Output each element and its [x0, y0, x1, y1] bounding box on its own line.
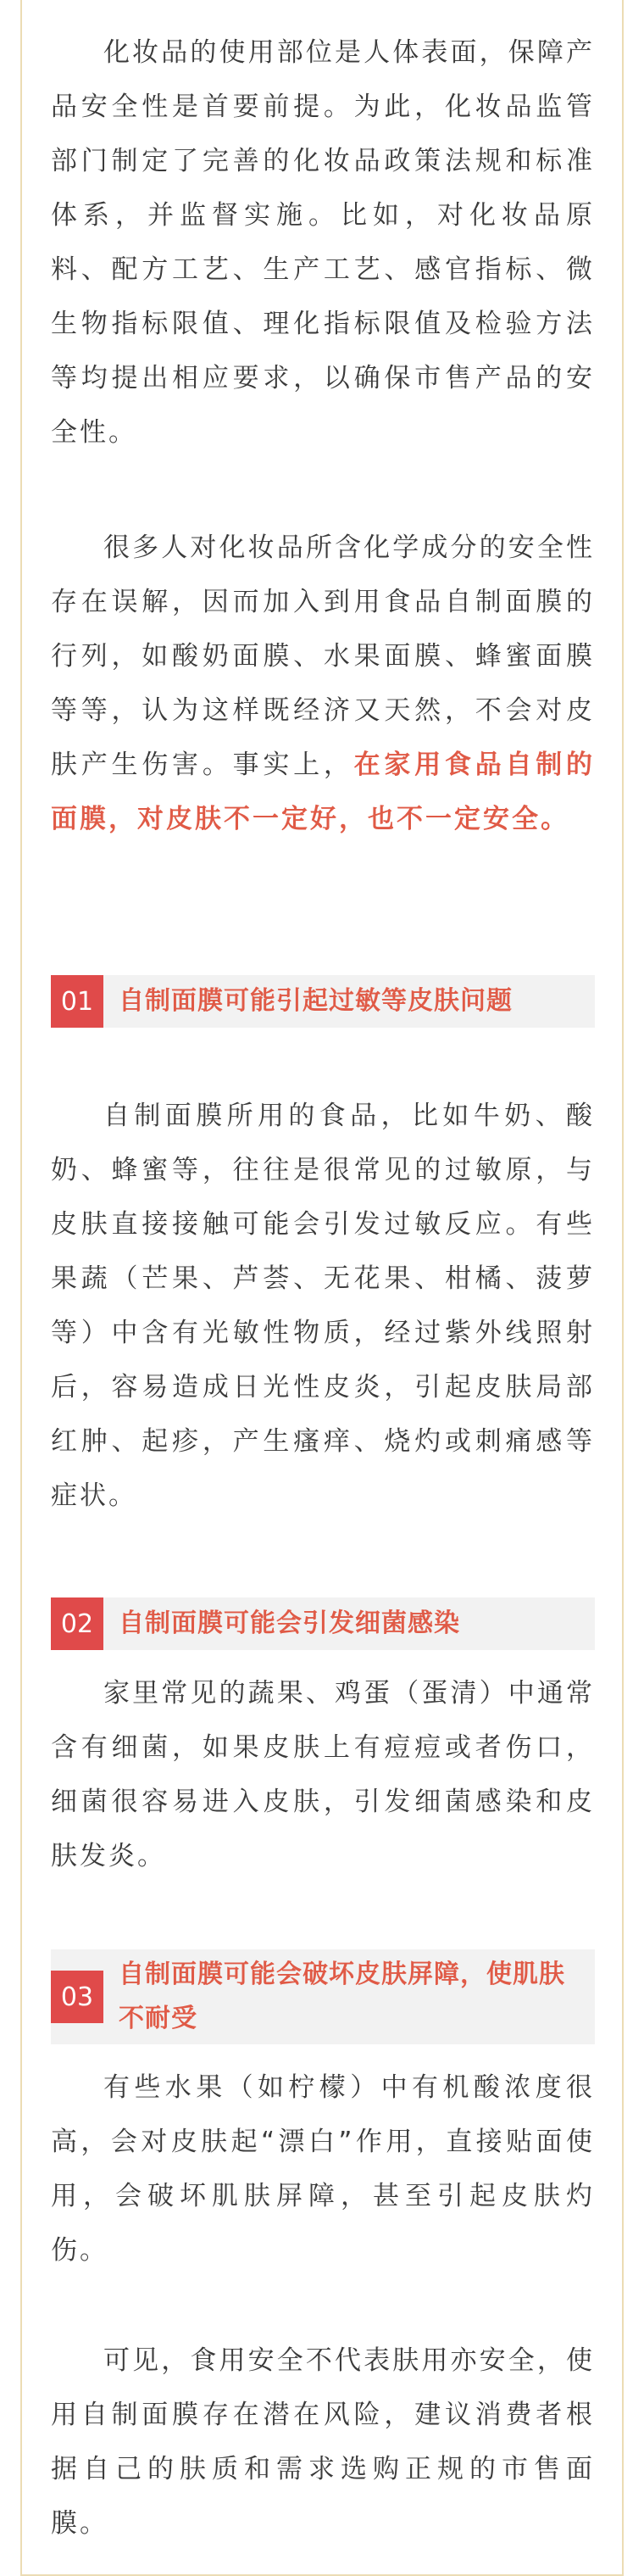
intro-text-2-plain: 很多人对化妆品所含化学成分的安全性存在误解，因而加入到用食品自制面膜的行列，如酸奶面膜、水果面膜、蜂蜜面膜等等，认为这样既经济又天然，不会对皮肤产生伤害。事实上，: [51, 532, 595, 780]
section-number-1: 01: [51, 975, 103, 1028]
section-title-1: 自制面膜可能引起过敏等皮肤问题: [119, 986, 513, 1016]
section-text-1: 自制面膜所用的食品，比如牛奶、酸奶、蜂蜜等，往往是很常见的过敏原，与皮肤直接接触可能会引发过敏反应。有些果蔬（芒果、芦荟、无花果、柑橘、菠萝等）中含有光敏性物质，经过紫外线照射后，容易造成日光性皮炎，引起皮肤局部红肿、起疹，产生瘙痒、烧灼或刺痛感等症状。: [51, 1101, 595, 1511]
section-body-1: [51, 1089, 595, 1523]
intro-text-2: [51, 521, 595, 846]
section-title-3: 自制面膜可能会破坏皮肤屏障，使肌肤不耐受: [119, 1960, 565, 2033]
section-header-3: [51, 1949, 595, 2044]
section-number-2: 02: [51, 1597, 103, 1650]
intro-paragraph-2: [51, 521, 595, 846]
section-text-3: 有些水果（如柠檬）中有机酸浓度很高，会对皮肤起“漂白”作用，直接贴面使用，会破坏肌肤屏障，甚至引起皮肤灼伤。: [51, 2072, 595, 2266]
intro-highlight: 在家用食品自制的面膜，对皮肤不一定好，也不一定安全。: [51, 750, 596, 834]
section-header-1: [51, 975, 595, 1028]
section-title-2: 自制面膜可能会引发细菌感染: [119, 1609, 460, 1638]
section-number-3: 03: [51, 1971, 103, 2023]
intro-text-1: 化妆品的使用部位是人体表面，保障产品安全性是首要前提。为此，化妆品监管部门制定了完善的化妆品政策法规和标准体系，并监督实施。比如，对化妆品原料、配方工艺、生产工艺、感官指标、微生物指标限值、理化指标限值及检验方法等均提出相应要求，以确保市售产品的安全性。: [51, 37, 595, 448]
section-text-2: 家里常见的蔬果、鸡蛋（蛋清）中通常含有细菌，如果皮肤上有痘痘或者伤口，细菌很容易进入皮肤，引发细菌感染和皮肤发炎。: [51, 1678, 595, 1871]
section-header-2: [51, 1597, 595, 1650]
section-body-2: [51, 1666, 595, 1883]
conclusion-text: 可见，食用安全不代表肤用亦安全，使用自制面膜存在潜在风险，建议消费者根据自己的肤质和需求选购正规的市售面膜。: [51, 2345, 595, 2539]
section-body-3: [51, 2060, 595, 2278]
conclusion-paragraph: [51, 2333, 595, 2551]
intro-paragraph-1: [51, 25, 595, 460]
